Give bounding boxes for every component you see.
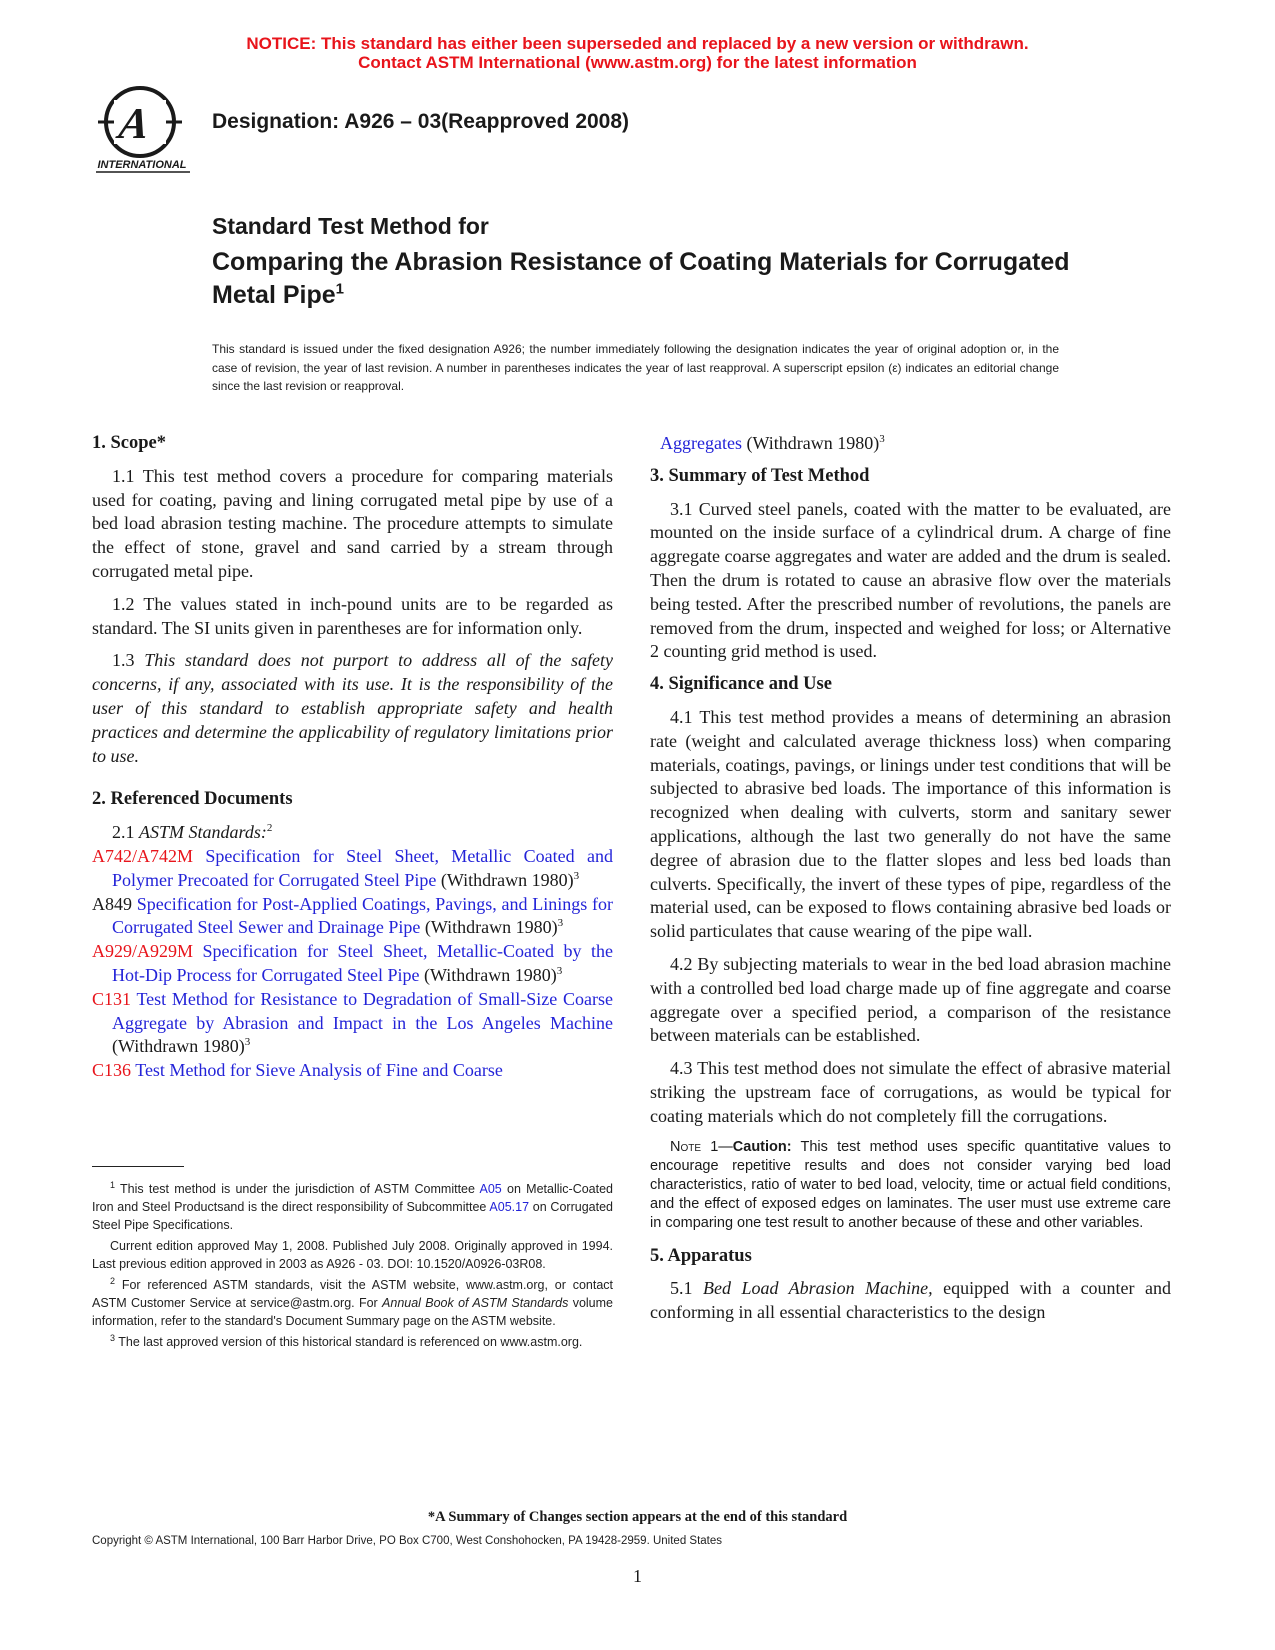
ref-a929-title[interactable]: Specification for Steel Sheet, Metallic-Coated by the Hot-Dip Process for Corrugated Steel Pipe — [112, 941, 613, 985]
para-1-3-number: 1.3 — [112, 650, 135, 671]
astm-standards-label: ASTM Standards: — [139, 822, 267, 843]
para-1-2: 1.2 The values stated in inch-pound units are to be regarded as standard. The SI units given in parentheses are for information only. — [92, 593, 613, 638]
ref-c131-sup: 3 — [244, 1036, 251, 1049]
issuance-note: This standard is issued under the fixed designation A926; the number immediately following the designation indicates the year of original adoption or, in the case of revision, the year of last revision. A number in parentheses indicates the year of last reapproval. A superscript epsilon (ε) indicates an editorial change since the last revision or reapproval. — [212, 342, 1059, 393]
footnote-rule — [92, 1166, 184, 1167]
logo-text: INTERNATIONAL — [97, 159, 187, 171]
designation: Designation: A926 – 03(Reapproved 2008) — [212, 110, 630, 133]
ref-c136-title-cont[interactable]: Aggregates — [660, 433, 742, 453]
ref-c131-code[interactable]: C131 — [92, 988, 132, 1009]
footnote-2-text-b: volume information, refer to the standard's Document Summary page on the ASTM website. — [92, 1296, 613, 1328]
notice-line-1: NOTICE: This standard has either been superseded and replaced by a new version or withdrawn. — [246, 34, 1029, 53]
para-5-1-label: Bed Load Abrasion Machine, — [703, 1278, 933, 1299]
ref-c136-sup: 3 — [879, 433, 885, 445]
ref-a849 — [92, 893, 613, 941]
footnote-3-text: The last approved version of this historical standard is referenced on www.astm.org. — [118, 1335, 583, 1349]
para-1-1: 1.1 This test method covers a procedure for comparing materials used for coating, paving and lining corrugated metal pipe by use of a bed load abrasion testing machine. The procedure attempts to simulate the effect of stone, gravel and sand carried by a stream through corrugated metal pipe. — [92, 465, 613, 581]
title-footnote-mark: 1 — [335, 280, 344, 298]
page-title — [212, 246, 1092, 312]
ref-a929-sup: 3 — [556, 964, 563, 977]
ref-a742-code[interactable]: A742/A742M — [92, 845, 194, 866]
svg-text:A: A — [116, 99, 153, 148]
page-number: 1 — [633, 1566, 642, 1586]
ref-c131-title[interactable]: Test Method for Resistance to Degradation of Small-Size Coarse Aggregate by Abrasion and Impact in the Los Angeles Machine — [112, 988, 613, 1033]
subcommittee-a05-17-link[interactable]: A05.17 — [489, 1200, 530, 1214]
para-5-1-number: 5.1 — [670, 1278, 693, 1299]
ref-a929-tail: (Withdrawn 1980) — [423, 964, 557, 985]
section-3-heading: 3. Summary of Test Method — [650, 465, 870, 486]
para-3-1: 3.1 Curved steel panels, coated with the matter to be evaluated, are mounted on the inside surface of a cylindrical drum. A charge of fine aggregate coarse aggregates and water are added and the drum is sealed. Then the drum is rotated to cause an abrasive flow over the materials being tested. After the prescribed number of revolutions, the panels are removed from the drum, inspected and weighed for loss; or Alternative 2 counting grid method is used. — [650, 498, 1171, 662]
section-5-heading: 5. Apparatus — [650, 1245, 752, 1266]
ref-c136-code[interactable]: C136 — [92, 1060, 132, 1081]
section-1-heading: 1. Scope* — [92, 433, 166, 453]
ref-a742-sup: 3 — [573, 869, 580, 882]
footnotes — [92, 1180, 613, 1354]
footnote-2-text-a: For referenced ASTM standards, visit the ASTM website, www.astm.org, or contact ASTM Customer Service at service@astm.org. For — [92, 1278, 613, 1310]
ref-c136-tail: (Withdrawn 1980) — [746, 433, 880, 453]
summary-of-changes-note: *A Summary of Changes section appears at the end of this standard — [427, 1509, 848, 1525]
para-4-1: 4.1 This test method provides a means of determining an abrasion rate (weight and calculated average thickness loss) when comparing materials, coatings, pavings, or linings under test conditions that will be subjected to abrasive bed loads. The importance of this information is recognized when dealing with culverts, storm and sanitary sewer applications, although the last two generally do not have the same degree of abrasion due to the flatter slopes and less bed loads than culverts. Specifically, the invert of these types of pipe, regardless of the material used, can be exposed to flows containing abrasive bed loads or solid particulates that cause wearing of the pipe wall. — [650, 706, 1171, 942]
footnote-1-text-a: This test method is under the jurisdiction of ASTM Committee — [120, 1182, 475, 1196]
committee-a05-link[interactable]: A05 — [479, 1182, 502, 1196]
ref-a849-tail: (Withdrawn 1980) — [424, 917, 558, 938]
note-1-text: This test method uses specific quantitative values to encourage repetitive results and does not consider varying bed load characteristics, ratio of water to bed load, velocity, time or actual field conditions, and the effect of exposed edges on laminates. The user must use extreme care in comparing one test result to another because of these and other variables. — [650, 1138, 1171, 1231]
copyright: Copyright © ASTM International, 100 Barr Harbor Drive, PO Box C700, West Conshohocken, PA 19428-2959. United States — [92, 1535, 723, 1547]
ref-a742-title[interactable]: Specification for Steel Sheet, Metallic Coated and Polymer Precoated for Corrugated Steel Pipe — [112, 845, 614, 890]
astm-standards-sup: 2 — [266, 822, 273, 835]
para-1-3-text: This standard does not purport to address all of the safety concerns, if any, associated with its use. It is the responsibility of the user of this standard to establish appropriate safety and health practices and determine the applicability of regulatory limitations prior to use. — [92, 650, 614, 766]
para-4-3: 4.3 This test method does not simulate the effect of abrasive material striking the upstream face of corrugations, as would be typical for coating materials which do not completely fill the corrugations. — [650, 1058, 1171, 1126]
section-2-heading: 2. Referenced Documents — [92, 789, 293, 810]
footnote-1-text-b: on Metallic-Coated Iron and Steel Productsand is the direct responsibility of Subcommittee — [92, 1182, 613, 1214]
para-1-3 — [92, 649, 613, 768]
para-5-1-text: equipped with a counter and conforming in all essential characteristics to the design — [650, 1278, 1172, 1323]
ref-c131 — [92, 988, 613, 1059]
footnote-3-mark: 3 — [110, 1332, 116, 1343]
footnote-1-mark: 1 — [110, 1179, 116, 1190]
footnote-2 — [92, 1276, 613, 1330]
note-1 — [650, 1138, 1171, 1233]
note-1-label: Note 1— — [670, 1138, 733, 1155]
ref-a929 — [92, 940, 613, 988]
ref-a742 — [92, 845, 613, 893]
para-2-1-number: 2.1 — [112, 822, 135, 843]
footnote-2-italic: Annual Book of ASTM Standards — [382, 1296, 569, 1310]
para-2-1 — [92, 821, 613, 845]
ref-a929-code[interactable]: A929/A929M — [92, 941, 194, 962]
ref-c136-title[interactable]: Test Method for Sieve Analysis of Fine and Coarse — [135, 1060, 503, 1081]
ref-a849-title[interactable]: Specification for Post-Applied Coatings, Pavings, and Linings for Corrugated Steel Sewer and Drainage Pipe — [112, 893, 613, 938]
left-column — [92, 432, 613, 1083]
note-1-caution: Caution: — [732, 1138, 792, 1155]
para-5-1 — [650, 1277, 1171, 1325]
ref-c131-tail: (Withdrawn 1980) — [112, 1036, 245, 1057]
ref-a849-code: A849 — [92, 893, 132, 914]
ref-c136-continued — [660, 432, 1171, 456]
notice-line-2: Contact ASTM International (www.astm.org) for the latest information — [358, 53, 917, 72]
astm-logo — [92, 82, 200, 178]
title-prefix: Standard Test Method for — [212, 213, 489, 239]
footnote-1-text-c: on Corrugated Steel Pipe Specifications. — [92, 1200, 613, 1232]
footnote-current-edition: Current edition approved May 1, 2008. Published July 2008. Originally approved in 1994. Last previous edition approved in 2003 as A926 - 03. DOI: 10.1520/A0926-03R08. — [92, 1239, 613, 1271]
footnote-3 — [92, 1333, 613, 1351]
footnote-2-mark: 2 — [110, 1275, 116, 1286]
title-text: Comparing the Abrasion Resistance of Coating Materials for Corrugated Metal Pipe — [212, 248, 1070, 309]
ref-c136 — [92, 1059, 613, 1083]
notice-banner — [0, 34, 1275, 72]
astm-logo-icon — [92, 82, 200, 178]
ref-a742-tail: (Withdrawn 1980) — [440, 869, 574, 890]
ref-a849-sup: 3 — [557, 917, 564, 930]
para-4-2: 4.2 By subjecting materials to wear in the bed load abrasion machine with a controlled bed load charge made up of fine aggregate and coarse aggregate over a specified period, a comparison of the resistance between materials can be established. — [650, 953, 1171, 1046]
section-4-heading: 4. Significance and Use — [650, 674, 832, 695]
footnote-1 — [92, 1180, 613, 1234]
right-column — [650, 432, 1171, 1334]
